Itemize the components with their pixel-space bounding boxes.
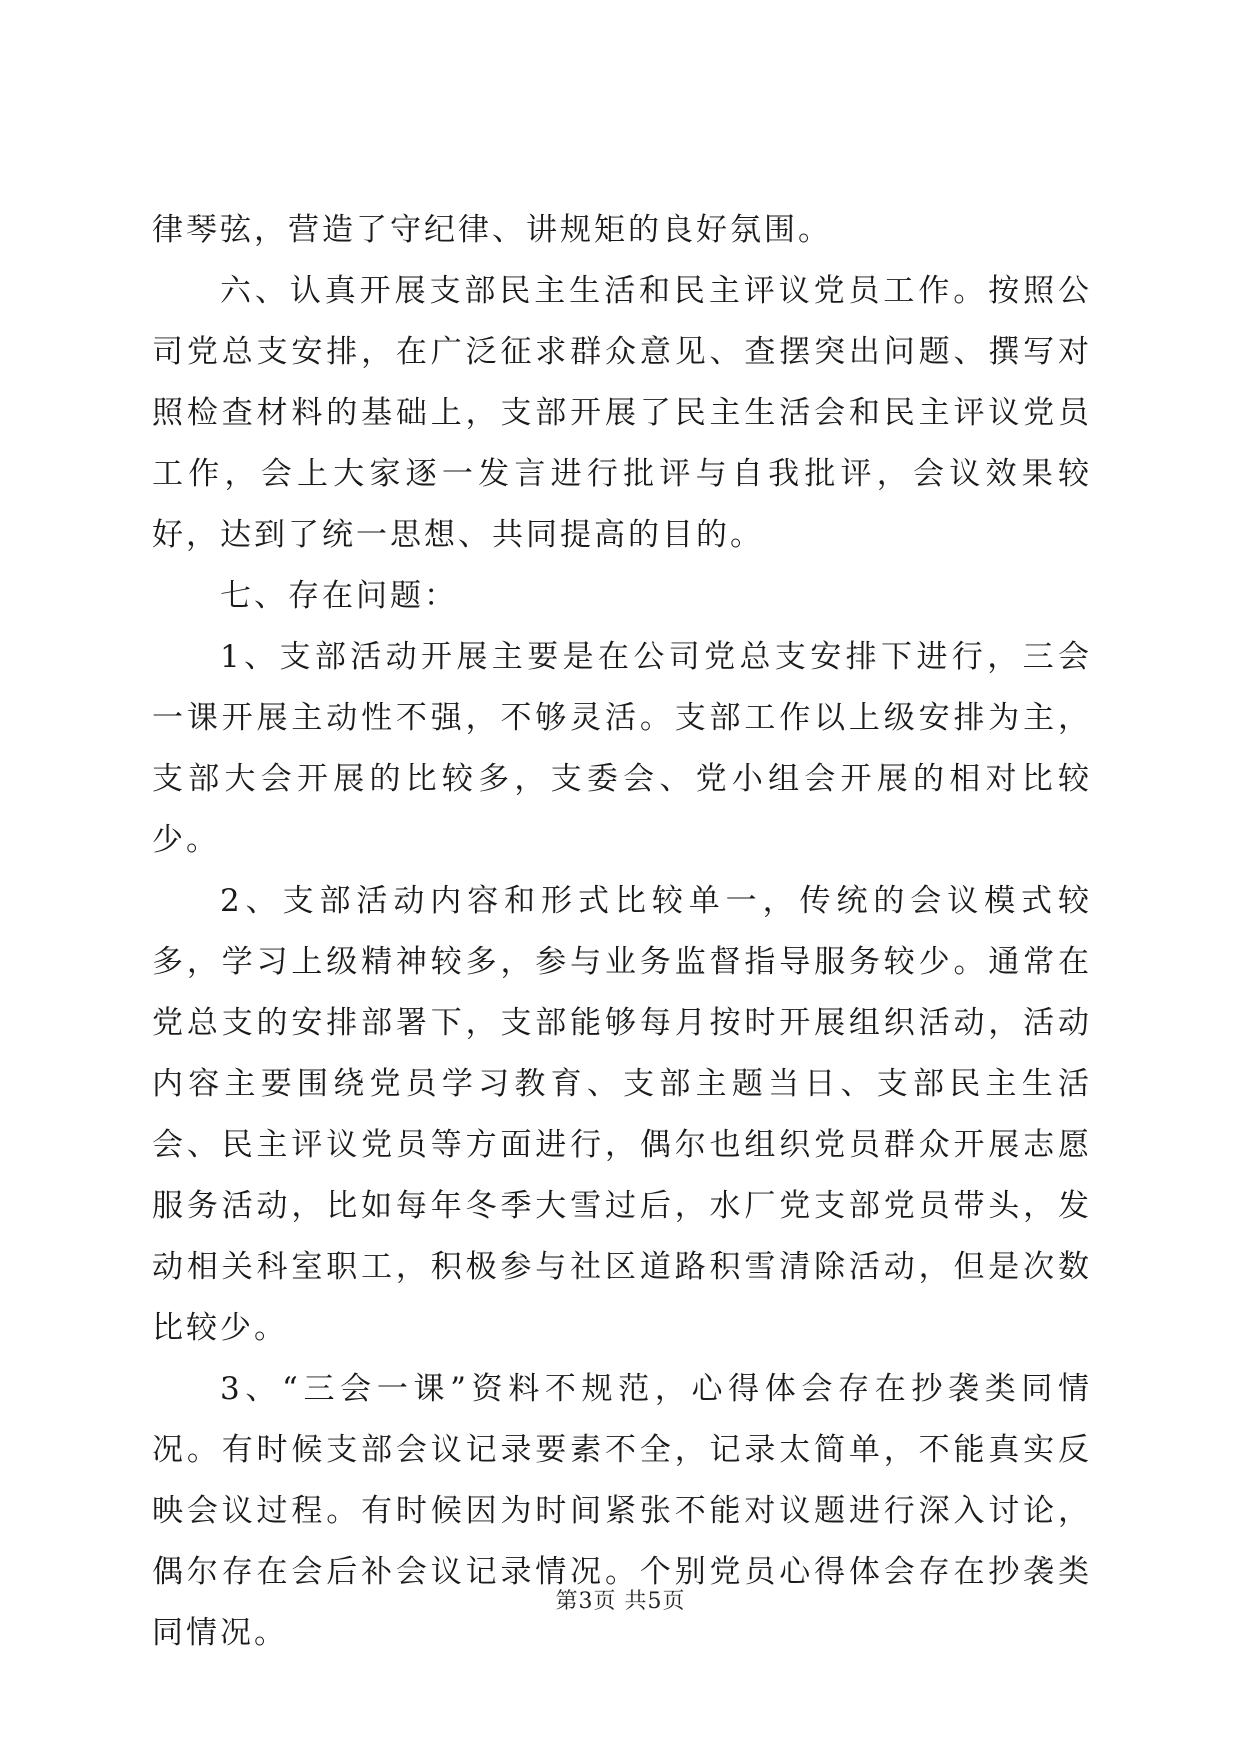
- paragraph-section-seven-heading: 七、存在问题：: [220, 578, 458, 614]
- page-footer: [0, 1584, 1241, 1615]
- paragraph-problem-1: 1、支部活动开展主要是在公司党总支安排下进行，三会一课开展主动性不强，不够灵活。支部工作以上级安排为主，支部大会开展的比较多，支委会、党小组会开展的相对比较少。: [152, 639, 1092, 858]
- paragraph-problem-3: 3、“三会一课”资料不规范，心得体会存在抄袭类同情况。有时候支部会议记录要素不全，记录太简单，不能真实反映会议过程。有时候因为时间紧张不能对议题进行深入讨论，偶尔存在会后补会议记录情况。个别党员心得体会存在抄袭类同情况。: [152, 1371, 1092, 1651]
- document-body: [152, 200, 1092, 1664]
- paragraph-section-six: 六、认真开展支部民主生活和民主评议党员工作。按照公司党总支安排，在广泛征求群众意见、查摆突出问题、撰写对照检查材料的基础上，支部开展了民主生活会和民主评议党员工作，会上大家逐一发言进行批评与自我批评，会议效果较好，达到了统一思想、共同提高的目的。: [152, 273, 1092, 553]
- paragraph-problem-2: 2、支部活动内容和形式比较单一，传统的会议模式较多，学习上级精神较多，参与业务监督指导服务较少。通常在党总支的安排部署下，支部能够每月按时开展组织活动，活动内容主要围绕党员学习教育、支部主题当日、支部民主生活会、民主评议党员等方面进行，偶尔也组织党员群众开展志愿服务活动，比如每年冬季大雪过后，水厂党支部党员带头，发动相关科室职工，积极参与社区道路积雪清除活动，但是次数比较少。: [152, 883, 1092, 1346]
- paragraph-continuation: 律琴弦，营造了守纪律、讲规矩的良好氛围。: [152, 212, 832, 248]
- page-number-label: 第3页 共5页: [555, 1589, 686, 1614]
